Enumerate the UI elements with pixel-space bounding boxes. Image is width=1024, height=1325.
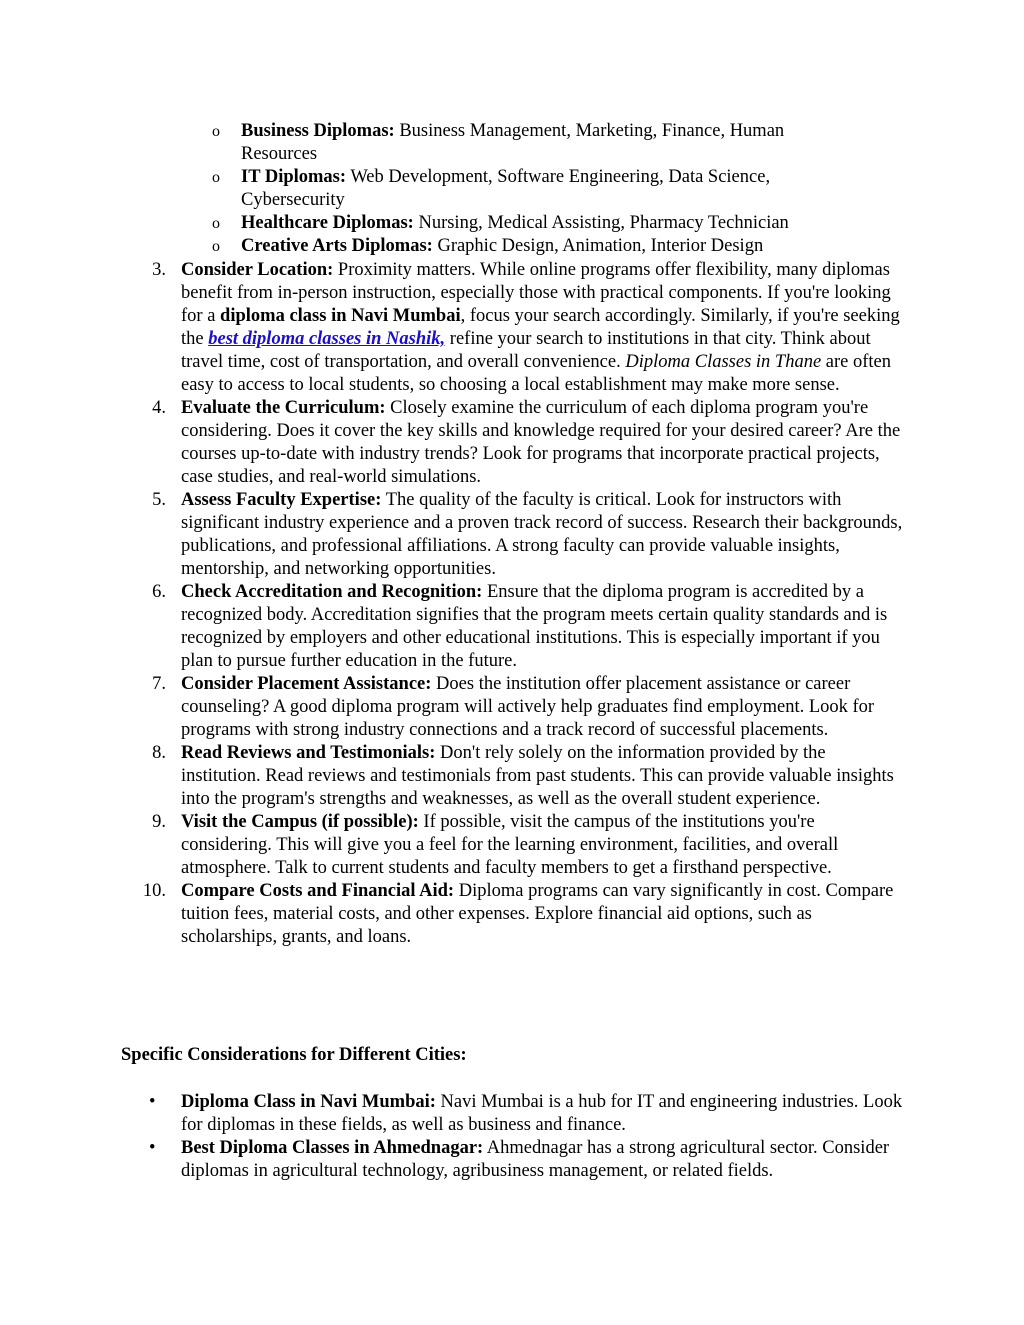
list-item [0,742,1024,811]
item-text: Proximity matters. While online programs offer flexibility, many diplomas benefit from in-person instruction, especially those with practical components. If you're looking for a [181,260,891,326]
item-text: Navi Mumbai is a hub for IT and engineering industries. Look for diplomas in these fields, as well as business and finance. [181,1092,903,1135]
item-title: Assess Faculty Expertise: [181,490,382,510]
section-heading: Specific Considerations for Different Cities: [121,1045,467,1065]
italic-phrase: Diploma Classes in Thane [625,352,822,372]
item-title: Consider Location: [181,260,334,280]
list-item [0,212,1024,235]
item-title: Read Reviews and Testimonials: [181,743,436,763]
bullet-list [0,1091,1024,1183]
list-item [0,397,1024,489]
list-item [0,120,1024,166]
list-number: 6. [152,582,166,602]
list-item [0,673,1024,742]
item-text: Don't rely solely on the information provided by the institution. Read reviews and testimonials from past students. This can provide valuable insights into the program's strengths and weaknesses, as well as the overall student experience. [181,743,894,809]
list-item [0,489,1024,581]
item-title: Business Diplomas: [241,121,395,141]
item-title: Diploma Class in Navi Mumbai: [181,1092,436,1112]
item-text: Does the institution offer placement assistance or career counseling? A good diploma program will actively help graduates find employment. Look for programs with strong industry connections and a track record of successful placements. [181,674,875,740]
item-text: Closely examine the curriculum of each diploma program you're considering. Does it cover the key skills and knowledge required for your desired career? Are the courses up-to-date with industry trends? Look for programs that incorporate practical projects, case studies, and real-world simulations. [181,398,901,487]
numbered-list [0,259,1024,949]
list-item [0,1091,1024,1137]
item-title: Compare Costs and Financial Aid: [181,881,455,901]
item-title: Evaluate the Curriculum: [181,398,386,418]
item-text: Diploma programs can vary significantly in cost. Compare tuition fees, material costs, and other expenses. Explore financial aid options, such as scholarships, grants, and loans. [181,881,894,947]
diploma-types-sublist [0,120,1024,258]
list-number: 9. [152,812,166,832]
list-number: 10. [142,881,166,901]
list-item [0,880,1024,949]
list-marker: o [212,123,220,140]
list-number: 4. [152,398,166,418]
item-title: IT Diplomas: [241,167,347,187]
item-title: Creative Arts Diplomas: [241,236,433,256]
item-title: Healthcare Diplomas: [241,213,414,233]
list-item [0,581,1024,673]
list-marker: o [212,215,220,232]
list-item [0,811,1024,880]
list-number: 3. [152,260,166,280]
item-text: Ahmednagar has a strong agricultural sector. Consider diplomas in agricultural technology, agribusiness management, or related fields. [181,1138,890,1181]
item-text: Ensure that the diploma program is accredited by a recognized body. Accreditation signifies that the program meets certain quality standards and is recognized by employers and other educational institutions. This is especially important if you plan to pursue further education in the future. [181,582,888,671]
list-marker: o [212,169,220,186]
bullet-icon: • [149,1092,156,1112]
list-item-consider-location [0,259,1024,397]
list-number: 7. [152,674,166,694]
item-title: Check Accreditation and Recognition: [181,582,483,602]
item-title: Consider Placement Assistance: [181,674,432,694]
list-number: 5. [152,490,166,510]
bold-phrase: diploma class in Navi Mumbai [220,306,461,326]
item-text: are often easy to access to local students, so choosing a local establishment may make more sense. [181,352,892,395]
item-title: Visit the Campus (if possible): [181,812,419,832]
item-text: , focus your search accordingly. Similarly, if you're seeking the [181,306,900,349]
item-text: refine your search to institutions in that city. Think about travel time, cost of transportation, and overall convenience. [181,329,871,372]
item-text: Business Management, Marketing, Finance, Human Resources [241,121,785,164]
list-marker: o [212,238,220,255]
list-item [0,235,1024,258]
list-item [0,1137,1024,1183]
item-text: Graphic Design, Animation, Interior Design [432,236,764,256]
item-text: Web Development, Software Engineering, Data Science, Cybersecurity [241,167,771,210]
list-number: 8. [152,743,166,763]
item-text: If possible, visit the campus of the institutions you're considering. This will give you a feel for the learning environment, facilities, and overall atmosphere. Talk to current students and faculty members to get a firsthand perspective. [181,812,839,878]
list-item [0,166,1024,212]
nashik-link[interactable]: best diploma classes in Nashik, [208,329,446,349]
item-text: The quality of the faculty is critical. Look for instructors with significant industry experience and a proven track record of success. Research their backgrounds, publications, and professional affiliations. A strong faculty can provide valuable insights, mentorship, and networking opportunities. [181,490,903,579]
item-title: Best Diploma Classes in Ahmednagar: [181,1138,484,1158]
bullet-icon: • [149,1138,156,1158]
item-text: Nursing, Medical Assisting, Pharmacy Technician [413,213,789,233]
